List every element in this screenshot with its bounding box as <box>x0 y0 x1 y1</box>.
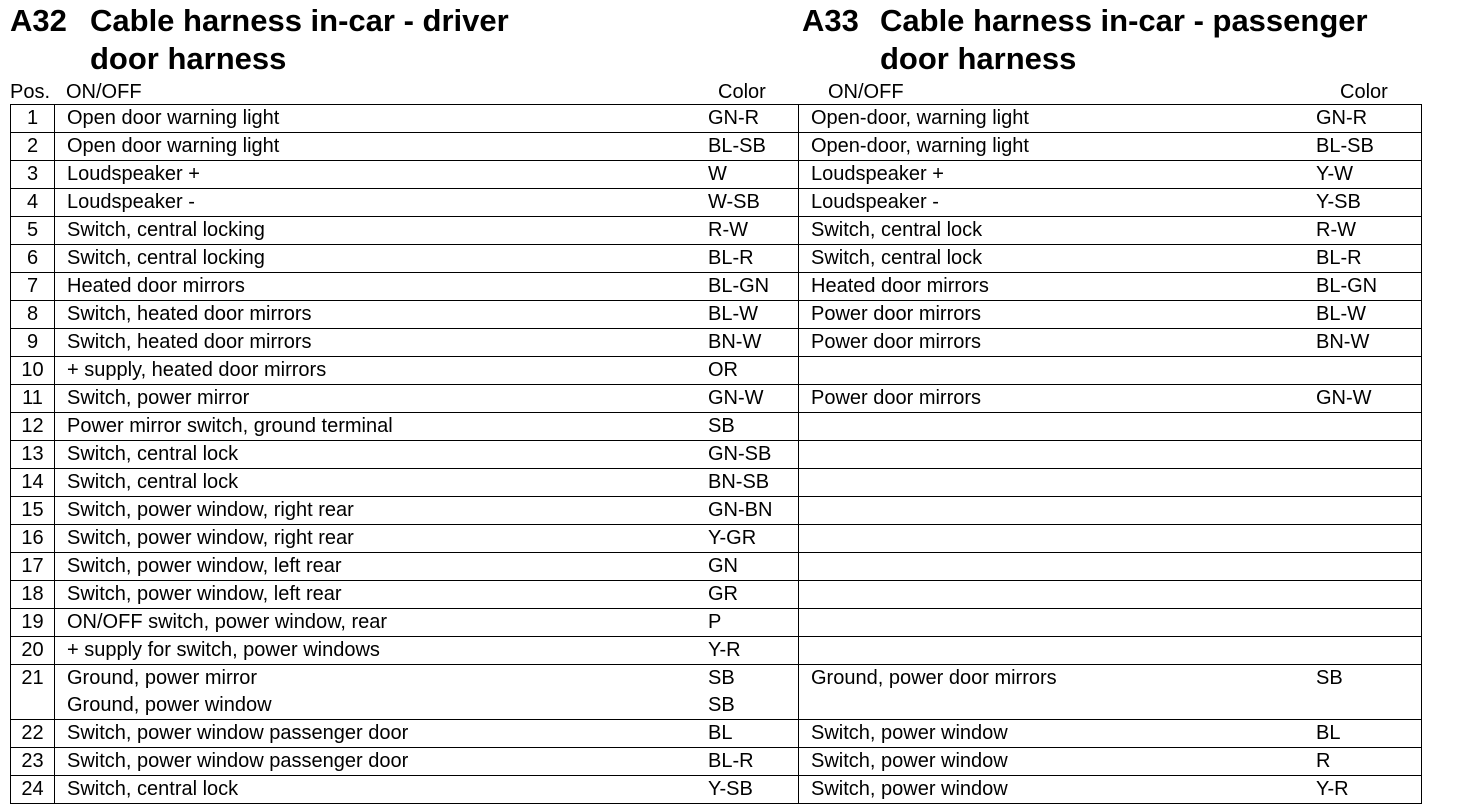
a32-title-line2: door harness <box>90 41 287 76</box>
a32-color-cell-text: GN-W <box>708 387 764 409</box>
a32-function-cell-text: Loudspeaker - <box>67 191 195 213</box>
a33-function-cell <box>799 748 1317 776</box>
table-row <box>11 385 1422 413</box>
a33-function-cell-text: Switch, central lock <box>811 247 983 269</box>
a32-function-cell-text: Switch, central locking <box>67 247 265 269</box>
a33-function-cell <box>799 720 1317 748</box>
pos-cell: 16 <box>11 525 55 553</box>
a32-color-cell-text: BL <box>708 722 733 744</box>
a33-function-cell <box>799 245 1317 273</box>
pos-cell: 3 <box>11 161 55 189</box>
table-row <box>11 581 1422 609</box>
a33-color-cell-text: R-W <box>1316 219 1356 241</box>
pos-cell: 19 <box>11 609 55 637</box>
a33-color-cell-text <box>1316 441 1421 468</box>
pos-cell: 12 <box>11 413 55 441</box>
a33-color-cell-text: Y-W <box>1316 163 1354 185</box>
a32-function-cell <box>55 525 709 553</box>
a32-function-cell-text: + supply for switch, power windows <box>67 639 380 661</box>
a33-function-cell <box>799 357 1317 385</box>
a32-function-cell <box>55 357 709 385</box>
a32-function-cell <box>55 497 709 525</box>
table-row <box>11 217 1422 245</box>
a32-color-cell <box>708 525 799 553</box>
table-row <box>11 441 1422 469</box>
a33-color-cell <box>1316 329 1422 357</box>
a32-function-cell-text: Switch, power window, right rear <box>67 527 354 549</box>
a33-function-cell-text <box>811 413 1316 440</box>
a33-function-cell-text <box>811 497 1316 524</box>
a33-color-cell-text: R <box>1316 750 1331 772</box>
a33-color-cell-text <box>1316 637 1421 664</box>
a33-function-cell-text <box>811 581 1316 608</box>
a32-color-cell <box>708 133 799 161</box>
a32-function-cell <box>55 581 709 609</box>
a32-function-cell-text: Switch, power window, left rear <box>67 555 342 577</box>
a33-color-cell-text: SB <box>1316 667 1343 689</box>
a33-function-cell <box>799 637 1317 665</box>
a32-color-cell-text: SB <box>708 667 735 689</box>
table-row <box>11 161 1422 189</box>
a32-function-cell <box>55 189 709 217</box>
a33-color-cell-text <box>1316 497 1421 524</box>
a33-function-cell-text: Open-door, warning light <box>811 107 1029 129</box>
a32-color-cell <box>708 385 799 413</box>
a32-onoff-header: ON/OFF <box>66 81 142 103</box>
a32-color-cell <box>708 497 799 525</box>
a32-color-cell <box>708 609 799 637</box>
a32-color-cell <box>708 189 799 217</box>
a32-function-cell <box>55 553 709 581</box>
a33-function-cell <box>799 469 1317 497</box>
a33-function-cell <box>799 189 1317 217</box>
pos-cell: 17 <box>11 553 55 581</box>
a33-function-cell-text <box>811 441 1316 468</box>
a33-color-cell <box>1316 301 1422 329</box>
a32-function-cell-text: ON/OFF switch, power window, rear <box>67 611 388 633</box>
a32-function-cell <box>55 441 709 469</box>
a33-color-cell <box>1316 525 1422 553</box>
a33-onoff-header: ON/OFF <box>828 81 904 103</box>
table-row <box>11 413 1422 441</box>
a33-function-cell <box>799 525 1317 553</box>
table-row <box>11 776 1422 804</box>
pos-cell: 20 <box>11 637 55 665</box>
a32-color-cell <box>708 301 799 329</box>
table-row <box>11 553 1422 581</box>
pos-cell: 8 <box>11 301 55 329</box>
a32-function-cell <box>55 748 709 776</box>
a33-color-cell <box>1316 776 1422 804</box>
a33-function-cell <box>799 133 1317 161</box>
a33-code: A33 <box>802 3 859 38</box>
a32-color-cell <box>708 357 799 385</box>
a32-color-cell-text: W <box>708 163 727 185</box>
a32-color-cell-text: P <box>708 611 722 633</box>
a32-color-cell <box>708 720 799 748</box>
a33-color-cell <box>1316 637 1422 665</box>
a33-function-cell <box>799 609 1317 637</box>
a33-color-cell-text <box>1316 581 1421 608</box>
a32-function-cell <box>55 329 709 357</box>
a33-color-cell-text <box>1316 357 1421 384</box>
a32-function-cell <box>55 161 709 189</box>
a33-color-cell-text: Y-R <box>1316 778 1349 800</box>
a33-function-cell <box>799 329 1317 357</box>
table-row <box>11 105 1422 133</box>
a33-function-cell-text: Ground, power door mirrors <box>811 667 1057 689</box>
a32-color-cell <box>708 776 799 804</box>
pos-cell: 15 <box>11 497 55 525</box>
a32-function-cell <box>55 609 709 637</box>
a32-color-cell-text: BN-SB <box>708 471 770 493</box>
table-row <box>11 497 1422 525</box>
a32-function-cell <box>55 469 709 497</box>
a33-color-cell <box>1316 748 1422 776</box>
pos-cell: 1 <box>11 105 55 133</box>
a32-color-cell <box>708 329 799 357</box>
a33-color-cell <box>1316 161 1422 189</box>
a33-color-cell <box>1316 273 1422 301</box>
a32-color-cell <box>708 637 799 665</box>
a32-color-cell-text: BL-GN <box>708 275 770 297</box>
a32-code: A32 <box>10 3 67 38</box>
a33-function-cell <box>799 105 1317 133</box>
a32-color-cell-text: BL-SB <box>708 135 766 157</box>
a33-color-cell-text <box>1316 469 1421 496</box>
pos-cell: 5 <box>11 217 55 245</box>
a32-function-cell <box>55 273 709 301</box>
a32-color-cell <box>708 581 799 609</box>
a33-color-cell <box>1316 441 1422 469</box>
a32-function-cell <box>55 637 709 665</box>
a32-function-cell-text: Heated door mirrors <box>67 275 245 297</box>
a32-function-cell-text: Switch, central locking <box>67 219 265 241</box>
pos-cell: 9 <box>11 329 55 357</box>
table-row <box>11 720 1422 748</box>
a33-function-cell-text <box>811 553 1316 580</box>
a32-color-cell <box>708 245 799 273</box>
pos-cell: 7 <box>11 273 55 301</box>
a33-color-cell <box>1316 217 1422 245</box>
a32-color-cell-text: GN-R <box>708 107 760 129</box>
table-row <box>11 189 1422 217</box>
a32-color-header: Color <box>718 81 766 103</box>
a32-function-cell-text: Open door warning light <box>67 135 280 157</box>
a33-color-cell <box>1316 189 1422 217</box>
a32-function-cell-text: Switch, heated door mirrors <box>67 303 312 325</box>
a33-color-cell-text: GN-R <box>1316 107 1368 129</box>
a32-color-cell-text: GR <box>708 583 738 605</box>
a33-function-cell-text: Power door mirrors <box>811 331 982 353</box>
a33-color-cell-text <box>1316 609 1421 636</box>
a33-heading <box>802 2 1462 82</box>
table-row <box>11 357 1422 385</box>
a33-function-cell-text <box>811 469 1316 496</box>
a32-function-cell-text: Switch, power mirror <box>67 387 250 409</box>
a32-color-cell <box>708 161 799 189</box>
a32-color-cell <box>708 413 799 441</box>
a32-color-cell-text: BL-R <box>708 247 754 269</box>
a33-function-cell-text: Open-door, warning light <box>811 135 1029 157</box>
a33-function-cell-text: Loudspeaker + <box>811 163 944 185</box>
a32-function-cell-text: Switch, power window, left rear <box>67 583 342 605</box>
a32-function-cell <box>55 720 709 748</box>
pos-cell: 22 <box>11 720 55 748</box>
table-row <box>11 245 1422 273</box>
a32-function-cell <box>55 665 709 720</box>
a32-color-cell-text: GN-SB <box>708 443 772 465</box>
table-row <box>11 133 1422 161</box>
table-row <box>11 329 1422 357</box>
a32-color-cell <box>708 441 799 469</box>
a32-function-cell-text: Switch, central lock <box>67 778 239 800</box>
a32-function-cell-text: Loudspeaker + <box>67 163 200 185</box>
a32-function-cell-text: Switch, heated door mirrors <box>67 331 312 353</box>
a32-color-cell <box>708 665 799 720</box>
a33-function-cell-text: Heated door mirrors <box>811 275 989 297</box>
table-row <box>11 748 1422 776</box>
a33-color-cell <box>1316 469 1422 497</box>
table-row <box>11 301 1422 329</box>
a32-color-cell-text: SB <box>708 694 735 716</box>
a32-function-cell <box>55 133 709 161</box>
a32-function-cell <box>55 217 709 245</box>
a33-function-cell <box>799 776 1317 804</box>
table-row <box>11 525 1422 553</box>
a33-function-cell-text: Switch, central lock <box>811 219 983 241</box>
a33-function-cell <box>799 413 1317 441</box>
a32-color-cell <box>708 553 799 581</box>
a33-function-cell <box>799 497 1317 525</box>
a32-color-cell-text: SB <box>708 415 735 437</box>
a32-color-cell-text: W-SB <box>708 191 760 213</box>
a32-function-cell-text: Open door warning light <box>67 107 280 129</box>
a32-title-line1: Cable harness in-car - driver <box>90 3 509 38</box>
pos-cell: 13 <box>11 441 55 469</box>
a32-color-cell-text: GN <box>708 555 738 577</box>
a33-color-cell-text <box>1316 553 1421 580</box>
a32-color-cell-text: BN-W <box>708 331 762 353</box>
pos-cell: 14 <box>11 469 55 497</box>
a33-function-cell-text <box>811 357 1316 384</box>
a33-color-cell <box>1316 553 1422 581</box>
table-row <box>11 273 1422 301</box>
a32-function-cell <box>55 385 709 413</box>
a33-color-cell <box>1316 133 1422 161</box>
a33-color-cell-text: BL-SB <box>1316 135 1374 157</box>
a33-color-cell-text: BL-R <box>1316 247 1362 269</box>
a33-function-cell <box>799 301 1317 329</box>
a33-color-cell <box>1316 357 1422 385</box>
a32-function-cell <box>55 301 709 329</box>
pos-cell: 6 <box>11 245 55 273</box>
a33-function-cell-text: Switch, power window <box>811 750 1008 772</box>
a32-color-cell-text: BL-W <box>708 303 758 325</box>
a33-function-cell <box>799 217 1317 245</box>
a33-function-cell-text <box>811 637 1316 664</box>
a33-color-cell <box>1316 609 1422 637</box>
a33-color-cell <box>1316 413 1422 441</box>
pos-cell: 21 <box>11 665 55 720</box>
a33-color-cell-text: BL-W <box>1316 303 1366 325</box>
a33-function-cell-text <box>811 525 1316 552</box>
a32-color-cell <box>708 469 799 497</box>
a32-color-cell-text: Y-SB <box>708 778 753 800</box>
pos-cell: 23 <box>11 748 55 776</box>
pos-column-header: Pos. <box>10 81 51 103</box>
a33-function-cell-text: Loudspeaker - <box>811 191 939 213</box>
a32-function-cell-text: Power mirror switch, ground terminal <box>67 415 393 437</box>
a33-color-cell-text: BL-GN <box>1316 275 1378 297</box>
a33-color-cell <box>1316 581 1422 609</box>
a33-color-header: Color <box>1340 81 1388 103</box>
pos-cell: 2 <box>11 133 55 161</box>
table-row <box>11 609 1422 637</box>
a33-function-cell <box>799 273 1317 301</box>
a33-title-line1: Cable harness in-car - passenger <box>880 3 1368 38</box>
a33-color-cell-text <box>1316 413 1421 440</box>
a32-color-cell <box>708 217 799 245</box>
a33-color-cell-text: BN-W <box>1316 331 1370 353</box>
a32-function-cell-text: Ground, power mirror <box>67 667 258 689</box>
a32-color-cell-text: GN-BN <box>708 499 773 521</box>
a32-color-cell <box>708 273 799 301</box>
a32-color-cell <box>708 105 799 133</box>
pos-cell: 18 <box>11 581 55 609</box>
a32-function-cell-text: Switch, central lock <box>67 471 239 493</box>
a32-function-cell-text: Switch, power window passenger door <box>67 722 409 744</box>
a33-color-cell-text: BL <box>1316 722 1341 744</box>
table-row <box>11 469 1422 497</box>
a32-color-cell-text: Y-R <box>708 639 741 661</box>
a32-function-cell <box>55 413 709 441</box>
table-row <box>11 665 1422 720</box>
a32-color-cell-text: BL-R <box>708 750 754 772</box>
a32-heading <box>10 2 770 82</box>
harness-table <box>10 104 1422 804</box>
a32-function-cell-text: + supply, heated door mirrors <box>67 359 327 381</box>
a33-color-cell <box>1316 385 1422 413</box>
pos-cell: 10 <box>11 357 55 385</box>
a33-function-cell <box>799 665 1317 720</box>
a33-function-cell-text: Switch, power window <box>811 722 1008 744</box>
table-row <box>11 637 1422 665</box>
a33-color-cell <box>1316 105 1422 133</box>
a33-color-cell <box>1316 245 1422 273</box>
a33-function-cell-text <box>811 609 1316 636</box>
a33-function-cell <box>799 161 1317 189</box>
a32-function-cell <box>55 776 709 804</box>
pos-cell: 4 <box>11 189 55 217</box>
a33-color-cell-text: Y-SB <box>1316 191 1361 213</box>
a32-function-cell-text: Switch, power window passenger door <box>67 750 409 772</box>
a33-color-cell <box>1316 665 1422 720</box>
a32-color-cell-text: OR <box>708 359 738 381</box>
a33-function-cell-text: Switch, power window <box>811 778 1008 800</box>
a33-function-cell <box>799 581 1317 609</box>
a32-color-cell <box>708 748 799 776</box>
a32-color-cell-text: Y-GR <box>708 527 757 549</box>
a32-function-cell <box>55 105 709 133</box>
a32-function-cell-text: Switch, power window, right rear <box>67 499 354 521</box>
a33-function-cell-text: Power door mirrors <box>811 387 982 409</box>
pos-cell: 11 <box>11 385 55 413</box>
a33-function-cell <box>799 441 1317 469</box>
a33-color-cell-text: GN-W <box>1316 387 1372 409</box>
a32-color-cell-text: R-W <box>708 219 748 241</box>
a33-color-cell <box>1316 497 1422 525</box>
a32-function-cell <box>55 245 709 273</box>
a32-function-cell-text: Ground, power window <box>67 694 272 716</box>
a33-color-cell-text <box>1316 525 1421 552</box>
a32-function-cell-text: Switch, central lock <box>67 443 239 465</box>
a33-title-line2: door harness <box>880 41 1077 76</box>
pos-cell: 24 <box>11 776 55 804</box>
a33-function-cell-text: Power door mirrors <box>811 303 982 325</box>
a33-function-cell <box>799 553 1317 581</box>
a33-color-cell <box>1316 720 1422 748</box>
a33-function-cell <box>799 385 1317 413</box>
